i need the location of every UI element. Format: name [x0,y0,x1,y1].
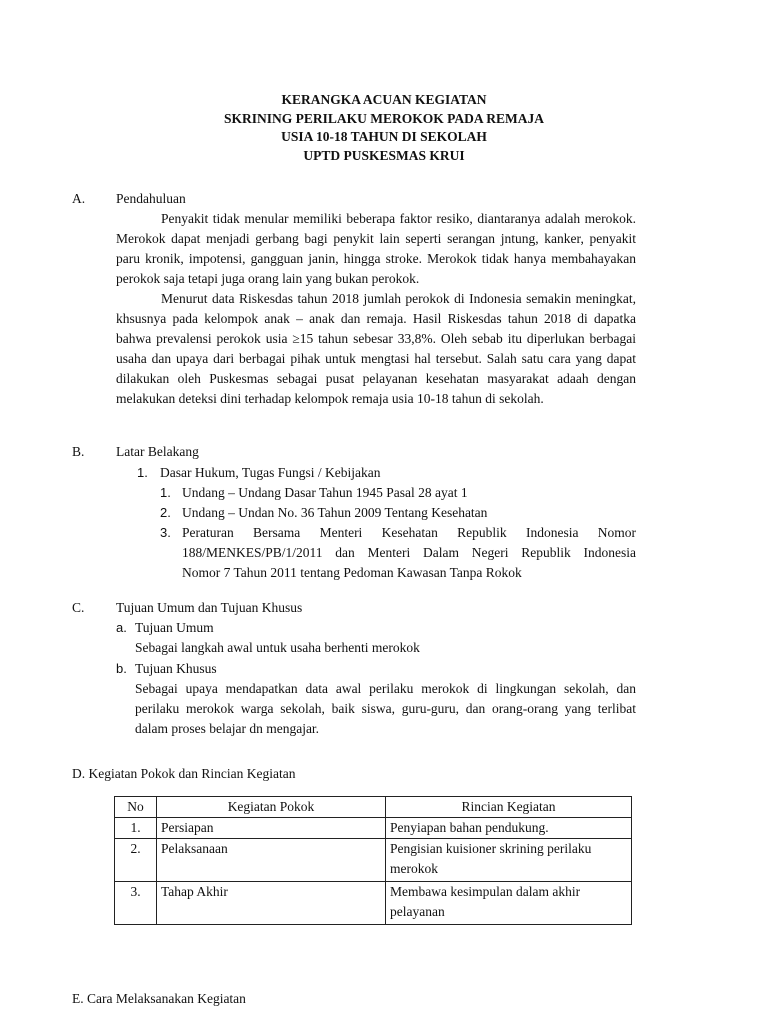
header-rincian-kegiatan: Rincian Kegiatan [386,797,632,818]
row-1-rincian: Penyiapan bahan pendukung. [386,818,632,839]
row-2-pokok: Pelaksanaan [157,839,386,882]
law-1-number: 1. [160,485,171,500]
row-1-pokok: Persiapan [157,818,386,839]
title-line-2: SKRINING PERILAKU MEROKOK PADA REMAJA [223,110,544,126]
tujuan-khusus-label: b. [116,661,127,676]
section-a-paragraph-2: Menurut data Riskesdas tahun 2018 jumlah perokok di Indonesia semakin meningkat, khsusnya pada kelompok anak – anak dan remaja. Hasil Riskesdas tahun 2018 di dapatka bahwa prevalensi perokok usia ≥15 tahun sebesar 33,8%. Oleh sebab itu diperlukan berbagai usaha dan upaya dari berbagai pihak untuk mengtasi hal tersebut. Salah satu cara yang dapat dilakukan oleh Puskesmas sebagai pusat pelayanan kesehatan masyarakat adaah dengan melakukan deteksi dini terhadap kelompok remaja usia 10-18 tahun di sekolah. [116,291,636,406]
section-d-heading: D. Kegiatan Pokok dan Rincian Kegiatan [72,766,296,781]
table-row [115,882,632,925]
tujuan-khusus-text: Sebagai upaya mendapatkan data awal perilaku merokok di lingkungan sekolah, dan perilaku merokok warga sekolah, baik siswa, guru-guru, dan orang-orang yang terlibat dalam proses belajar dn mengajar. [135,681,636,736]
table-row [115,818,632,839]
tujuan-umum-title: Tujuan Umum [135,620,214,635]
section-b-item-1-number: 1. [137,465,148,480]
section-a-body [116,209,636,409]
title-line-1: KERANGKA ACUAN KEGIATAN [281,92,487,107]
table-header-row [115,797,632,818]
tujuan-khusus-title: Tujuan Khusus [135,661,217,676]
section-a-letter: A. [72,191,86,206]
section-a-heading: Pendahuluan [116,191,186,206]
tujuan-umum-text: Sebagai langkah awal untuk usaha berhenti merokok [135,640,420,655]
section-b-letter: B. [72,444,85,459]
law-3-line-1: Peraturan Bersama Menteri Kesehatan Republik Indonesia Nomor [182,525,636,540]
table-row [115,839,632,882]
law-2-number: 2. [160,505,171,520]
section-b-heading: Latar Belakang [116,444,199,459]
row-3-pokok: Tahap Akhir [157,882,386,925]
law-2-text: Undang – Undan No. 36 Tahun 2009 Tentang Kesehatan [182,505,488,520]
row-2-rincian: Pengisian kuisioner skrining perilaku merokok [386,839,632,882]
section-a-paragraph-1: Penyakit tidak menular memiliki beberapa faktor resiko, diantaranya adalah merokok. Merokok dapat menjadi gerbang bagi penykit lain seperti serangan jntung, kanker, penyakit paru kronik, impotensi, gangguan janin, hingga stroke. Merokok tidak hanya membahayakan perokok saja tetapi juga orang lain yang bukan perokok. [116,211,636,286]
tujuan-umum-label: a. [116,620,127,635]
title-line-4: UPTD PUSKESMAS KRUI [303,147,465,163]
section-b-item-1: Dasar Hukum, Tugas Fungsi / Kebijakan [160,465,381,480]
document-title [0,91,768,165]
kegiatan-table [114,796,632,925]
section-c-heading: Tujuan Umum dan Tujuan Khusus [116,600,303,615]
row-3-no: 3. [115,882,157,925]
title-line-3: USIA 10-18 TAHUN DI SEKOLAH [281,129,487,144]
law-1-text: Undang – Undang Dasar Tahun 1945 Pasal 28 ayat 1 [182,485,468,500]
row-2-no: 2. [115,839,157,882]
row-3-rincian: Membawa kesimpulan dalam akhir pelayanan [386,882,632,925]
header-kegiatan-pokok: Kegiatan Pokok [157,797,386,818]
law-3-line-2: 188/MENKES/PB/1/2011 dan Menteri Dalam Negeri Republik Indonesia [182,545,636,560]
section-c-letter: C. [72,600,85,615]
header-no: No [115,797,157,818]
law-3-number: 3. [160,525,171,540]
law-3-line-3: Nomor 7 Tahun 2011 tentang Pedoman Kawasan Tanpa Rokok [182,565,522,580]
row-1-no: 1. [115,818,157,839]
section-e-heading: E. Cara Melaksanakan Kegiatan [72,991,246,1006]
